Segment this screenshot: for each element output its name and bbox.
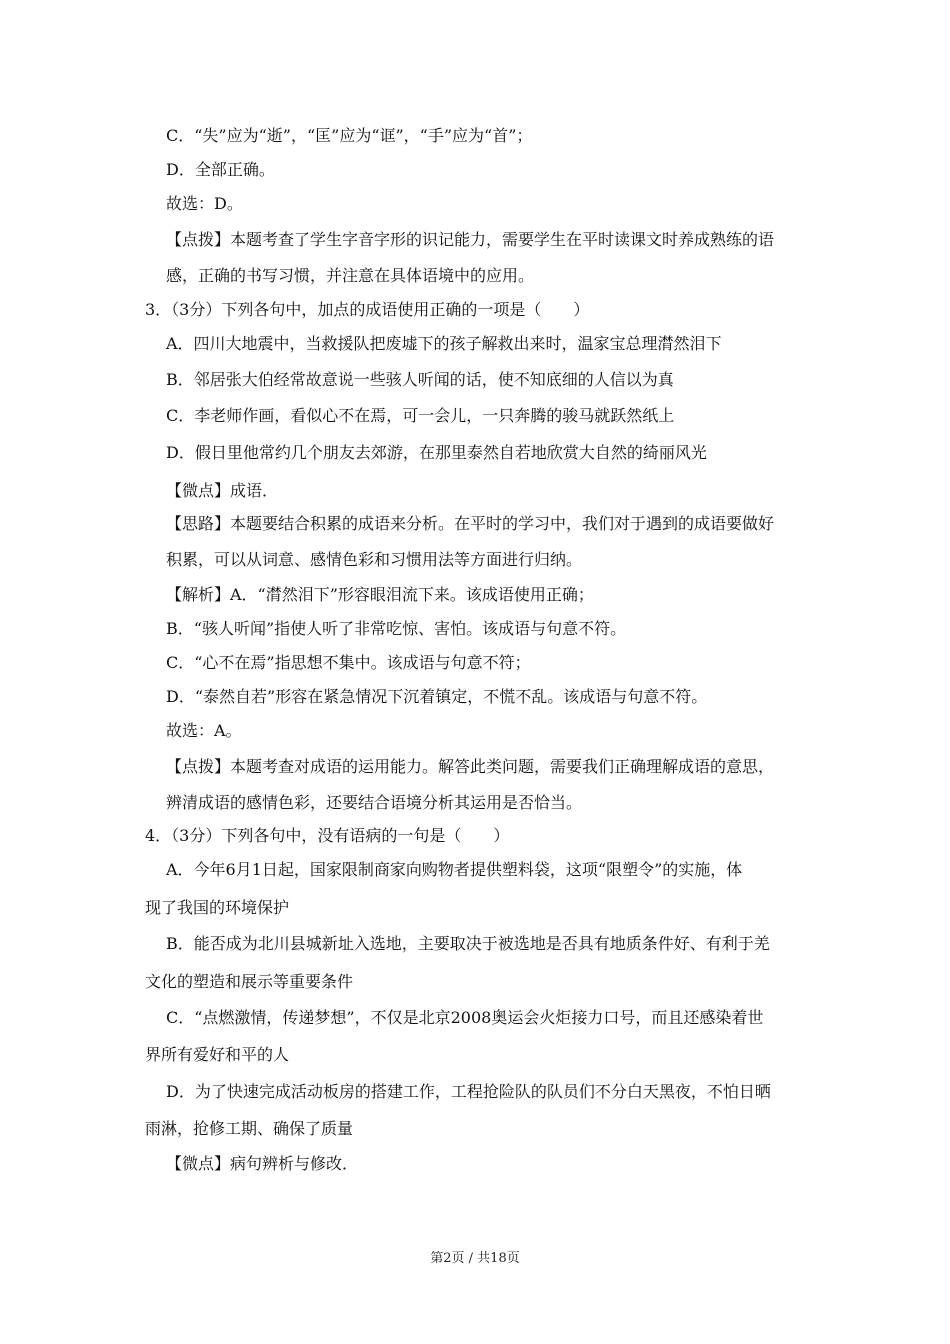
question-heading: 4．（3分）下列各句中，没有语病的一句是（ ） (145, 826, 510, 845)
answer-option-continued: 雨淋，抢修工期、确保了质量 (145, 1119, 354, 1138)
text-line: B．“骇人听闻”指使人听了非常吃惊、害怕。该成语与句意不符。 (166, 619, 627, 638)
answer-option: D．假日里他常约几个朋友去郊游，在那里泰然自若地欣赏大自然的绮丽风光 (166, 443, 707, 462)
text-line: D．“泰然自若”形容在紧急情况下沉着镇定，不慌不乱。该成语与句意不符。 (166, 687, 708, 706)
text-line: 【思路】本题要结合积累的成语来分析。在平时的学习中，我们对于遇到的成语要做好 (166, 514, 775, 533)
text-line: 故选：D。 (166, 194, 243, 213)
answer-option-continued: 现了我国的环境保护 (145, 898, 290, 917)
text-line: C．“失”应为“逝”，“匡”应为“诓”，“手”应为“首”； (166, 126, 533, 145)
answer-option-continued: 文化的塑造和展示等重要条件 (145, 972, 354, 991)
text-line: 【点拨】本题考查了学生字音字形的识记能力，需要学生在平时读课文时养成熟练的语 (166, 230, 775, 249)
text-line: 【微点】病句辨析与修改． (166, 1154, 359, 1173)
text-line: 感，正确的书写习惯，并注意在具体语境中的应用。 (166, 266, 535, 285)
text-line: C．“心不在焉”指思想不集中。该成语与句意不符； (166, 653, 531, 672)
answer-option: C．李老师作画，看似心不在焉，可一会儿，一只奔腾的骏马就跃然纸上 (166, 406, 675, 425)
question-heading: 3．（3分）下列各句中，加点的成语使用正确的一项是（ ） (145, 300, 590, 319)
answer-option: C．“点燃激情，传递梦想”，不仅是北京2008奥运会火炬接力口号，而且还感染着世 (166, 1008, 764, 1027)
text-line: 【微点】成语． (166, 481, 279, 500)
text-line: D．全部正确。 (166, 160, 275, 179)
answer-option: B．能否成为北川县城新址入选地，主要取决于被选地是否具有地质条件好、有利于羌 (166, 934, 770, 953)
text-line: 故选：A。 (166, 721, 242, 740)
answer-option: D．为了快速完成活动板房的搭建工作，工程抢险队的队员们不分白天黑夜，不怕日晒 (166, 1082, 771, 1101)
page-footer: 第2页 / 共18页 (430, 1251, 520, 1266)
answer-option: A．今年6月1日起，国家限制商家向购物者提供塑料袋，这项“限塑令”的实施，体 (166, 860, 743, 879)
answer-option: B．邻居张大伯经常故意说一些骇人听闻的话，使不知底细的人信以为真 (166, 370, 674, 389)
text-line: 【解析】A．“潸然泪下”形容眼泪流下来。该成语使用正确； (166, 585, 594, 604)
text-line: 辨清成语的感情色彩，还要结合语境分析其运用是否恰当。 (166, 793, 583, 812)
text-line: 积累，可以从词意、感情色彩和习惯用法等方面进行归纳。 (166, 550, 583, 569)
answer-option-continued: 界所有爱好和平的人 (145, 1045, 290, 1064)
answer-option: A．四川大地震中，当救援队把废墟下的孩子解救出来时，温家宝总理潸然泪下 (166, 334, 722, 353)
text-line: 【点拨】本题考查对成语的运用能力。解答此类问题，需要我们正确理解成语的意思， (166, 757, 775, 776)
